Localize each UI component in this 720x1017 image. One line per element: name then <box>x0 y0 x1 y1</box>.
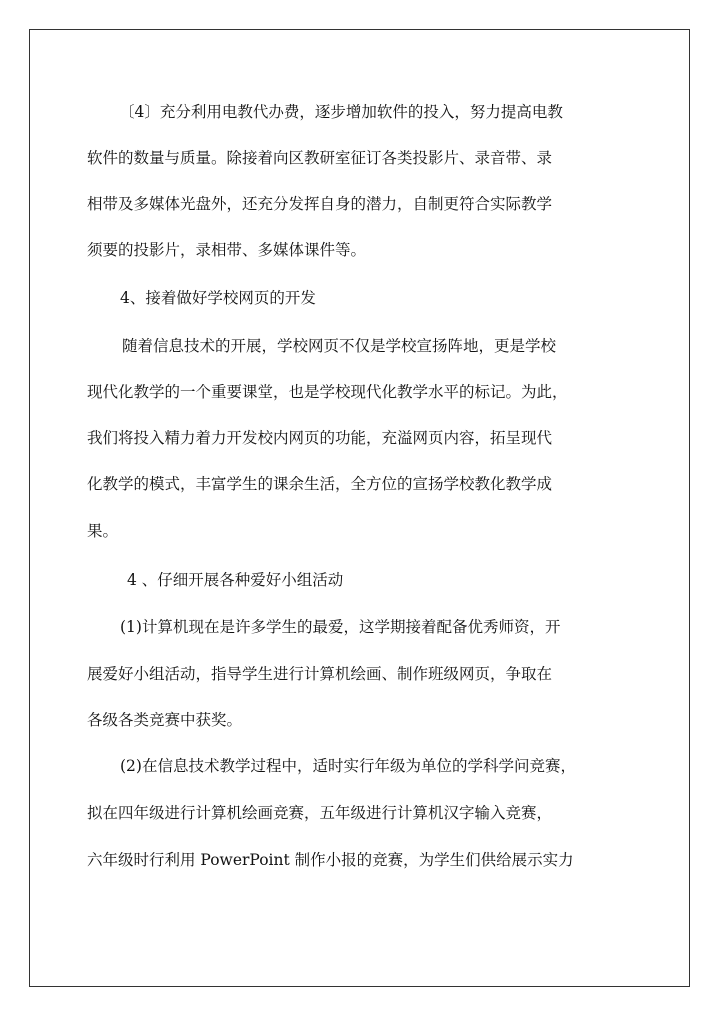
paragraph-line: 化教学的模式，丰富学生的课余生活，全方位的宣扬学校教化教学成 <box>87 475 553 493</box>
paragraph-line: 展爱好小组活动，指导学生进行计算机绘画、制作班级网页，争取在 <box>87 665 553 683</box>
paragraph-line: 相带及多媒体光盘外，还充分发挥自身的潜力，自制更符合实际教学 <box>87 195 553 213</box>
page-border <box>29 29 690 987</box>
section-heading: 4、接着做好学校网页的开发 <box>120 289 316 307</box>
paragraph-line: 拟在四年级进行计算机绘画竞赛，五年级进行计算机汉字输入竞赛， <box>87 804 553 822</box>
paragraph-line: 六年级时行利用 PowerPoint 制作小报的竞赛，为学生们供给展示实力 <box>87 851 574 869</box>
paragraph-line: 须要的投影片，录相带、多媒体课件等。 <box>87 241 367 259</box>
paragraph-line: 果。 <box>87 522 119 540</box>
paragraph-line: (2)在信息技术教学过程中，适时实行年级为单位的学科学问竞赛， <box>120 757 576 775</box>
paragraph-line: 现代化教学的一个重要课堂，也是学校现代化教学水平的标记。为此， <box>87 383 568 401</box>
section-heading: 4 、仔细开展各种爱好小组活动 <box>127 571 344 589</box>
paragraph-line: 〔4〕充分利用电教代办费，逐步增加软件的投入，努力提高电教 <box>119 103 563 121</box>
paragraph-line: 各级各类竞赛中获奖。 <box>87 711 243 729</box>
paragraph-line: (1)计算机现在是许多学生的最爱，这学期接着配备优秀师资，开 <box>120 618 561 636</box>
paragraph-line: 软件的数量与质量。除接着向区教研室征订各类投影片、录音带、录 <box>87 149 553 167</box>
paragraph-line: 随着信息技术的开展，学校网页不仅是学校宣扬阵地，更是学校 <box>122 337 557 355</box>
paragraph-line: 我们将投入精力着力开发校内网页的功能，充溢网页内容，拓呈现代 <box>87 429 553 447</box>
